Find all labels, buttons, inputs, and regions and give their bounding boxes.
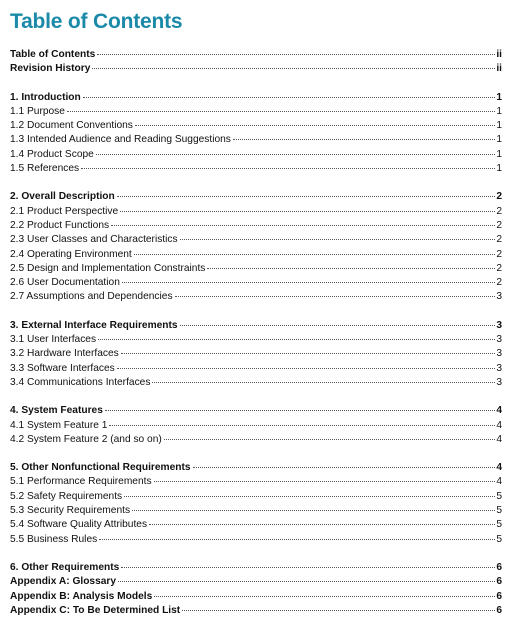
dot-leader xyxy=(96,154,495,155)
toc-entry-page-number: 4 xyxy=(496,405,502,417)
dot-leader xyxy=(180,325,495,326)
toc-entry-label: Appendix A: Glossary xyxy=(10,576,117,588)
toc-entry-label: 2.3 User Classes and Characteristics xyxy=(10,234,178,246)
toc-entry-label: Table of Contents xyxy=(10,49,96,60)
toc-entry-label: 3.1 User Interfaces xyxy=(10,334,97,346)
toc-entry[interactable] xyxy=(10,376,502,390)
toc-entry-page-number: 1 xyxy=(496,120,502,132)
toc-entry-label: 1.4 Product Scope xyxy=(10,148,94,160)
dot-leader xyxy=(109,425,495,426)
toc-entry[interactable] xyxy=(10,148,502,162)
toc-entry-page-number: ii xyxy=(496,63,502,75)
dot-leader xyxy=(233,139,495,140)
toc-entry-label: 3.4 Communications Interfaces xyxy=(10,376,151,388)
toc-entry-label: 3. External Interface Requirements xyxy=(10,319,178,331)
toc-entry[interactable] xyxy=(10,190,502,204)
dot-leader xyxy=(193,467,495,468)
toc-entry-label: 5.1 Performance Requirements xyxy=(10,476,152,488)
toc-entry-label: 5. Other Nonfunctional Requirements xyxy=(10,462,191,474)
toc-entry-page-number: 4 xyxy=(496,462,502,474)
toc-entry-page-number: 6 xyxy=(496,604,502,616)
toc-entry-label: 1.2 Document Conventions xyxy=(10,120,133,132)
toc-entry-label: 4.2 System Feature 2 (and so on) xyxy=(10,433,162,445)
toc-entry[interactable] xyxy=(10,475,502,489)
dot-leader xyxy=(67,111,495,112)
toc-entry-label: Revision History xyxy=(10,63,91,75)
toc-entry[interactable] xyxy=(10,262,502,276)
toc-entry-page-number: 6 xyxy=(496,576,502,588)
toc-entry-page-number: 6 xyxy=(496,561,502,573)
toc-entry[interactable] xyxy=(10,590,502,604)
toc-entry-page-number: 1 xyxy=(496,105,502,117)
dot-leader xyxy=(105,410,495,411)
toc-section-group xyxy=(10,461,502,547)
toc-entry-label: Appendix C: To Be Determined List xyxy=(10,604,181,616)
dot-leader xyxy=(135,125,495,126)
dot-leader xyxy=(149,524,495,525)
dot-leader xyxy=(99,539,495,540)
toc-section-group xyxy=(10,48,502,77)
toc-entry-page-number: 2 xyxy=(496,262,502,274)
toc-entry-label: 6. Other Requirements xyxy=(10,561,120,573)
toc-entry-page-number: 2 xyxy=(496,277,502,289)
dot-leader xyxy=(98,339,495,340)
toc-entry[interactable] xyxy=(10,518,502,532)
toc-entry-page-number: 5 xyxy=(496,533,502,545)
dot-leader xyxy=(152,382,495,383)
toc-entry[interactable] xyxy=(10,604,502,618)
toc-entry-page-number: 1 xyxy=(496,91,502,103)
dot-leader xyxy=(111,225,495,226)
dot-leader xyxy=(118,581,495,582)
table-of-contents xyxy=(10,48,502,632)
toc-entry[interactable] xyxy=(10,119,502,133)
toc-entry[interactable] xyxy=(10,205,502,219)
dot-leader xyxy=(207,268,495,269)
toc-entry[interactable] xyxy=(10,533,502,547)
dot-leader xyxy=(154,481,495,482)
toc-entry[interactable] xyxy=(10,91,502,105)
dot-leader xyxy=(121,353,495,354)
toc-entry-page-number: 3 xyxy=(496,334,502,346)
toc-entry-label: 2.2 Product Functions xyxy=(10,219,110,231)
toc-entry-page-number: 3 xyxy=(496,319,502,331)
dot-leader xyxy=(92,68,495,69)
toc-entry-page-number: 2 xyxy=(496,248,502,260)
toc-entry-page-number: 5 xyxy=(496,505,502,517)
toc-entry-page-number: 4 xyxy=(496,419,502,431)
dot-leader xyxy=(182,610,495,611)
toc-entry[interactable] xyxy=(10,162,502,176)
toc-entry[interactable] xyxy=(10,404,502,418)
toc-entry-label: 5.5 Business Rules xyxy=(10,533,98,545)
toc-entry-page-number: 3 xyxy=(496,376,502,388)
toc-entry[interactable] xyxy=(10,319,502,333)
toc-entry-page-number: 3 xyxy=(496,291,502,303)
toc-entry-label: 1.1 Purpose xyxy=(10,105,65,117)
toc-entry[interactable] xyxy=(10,433,502,447)
toc-entry[interactable] xyxy=(10,362,502,376)
toc-entry-page-number: 2 xyxy=(496,234,502,246)
toc-entry-label: 5.4 Software Quality Attributes xyxy=(10,519,148,531)
toc-entry-page-number: 2 xyxy=(496,205,502,217)
toc-entry-label: 2. Overall Description xyxy=(10,191,115,203)
dot-leader xyxy=(97,54,495,55)
toc-entry-label: Appendix B: Analysis Models xyxy=(10,590,153,602)
toc-entry[interactable] xyxy=(10,276,502,290)
toc-entry-label: 2.5 Design and Implementation Constraints xyxy=(10,262,206,274)
dot-leader xyxy=(122,282,495,283)
page-title: Table of Contents xyxy=(10,10,183,33)
toc-entry[interactable] xyxy=(10,419,502,433)
dot-leader xyxy=(81,168,495,169)
toc-entry-label: 1.3 Intended Audience and Reading Suggestions xyxy=(10,134,231,146)
toc-entry[interactable] xyxy=(10,133,502,147)
dot-leader xyxy=(154,596,495,597)
toc-entry-label: 3.2 Hardware Interfaces xyxy=(10,348,119,360)
toc-entry-label: 3.3 Software Interfaces xyxy=(10,362,115,374)
toc-entry[interactable] xyxy=(10,219,502,233)
toc-section-group xyxy=(10,404,502,447)
dot-leader xyxy=(134,254,495,255)
dot-leader xyxy=(124,496,495,497)
toc-entry[interactable] xyxy=(10,290,502,304)
dot-leader xyxy=(121,567,495,568)
toc-entry[interactable] xyxy=(10,504,502,518)
toc-section-group xyxy=(10,561,502,618)
toc-entry-page-number: 4 xyxy=(496,433,502,445)
toc-entry-page-number: 1 xyxy=(496,134,502,146)
toc-entry[interactable] xyxy=(10,333,502,347)
toc-entry[interactable] xyxy=(10,248,502,262)
toc-entry-page-number: 1 xyxy=(496,163,502,175)
toc-entry-label: 1. Introduction xyxy=(10,91,81,103)
toc-entry-label: 2.4 Operating Environment xyxy=(10,248,132,260)
toc-entry-label: 5.3 Security Requirements xyxy=(10,505,131,517)
toc-entry[interactable] xyxy=(10,347,502,361)
toc-entry[interactable] xyxy=(10,105,502,119)
dot-leader xyxy=(117,368,495,369)
toc-entry-label: 2.7 Assumptions and Dependencies xyxy=(10,291,173,303)
toc-entry-page-number: 6 xyxy=(496,590,502,602)
toc-entry-page-number: 2 xyxy=(496,219,502,231)
toc-entry[interactable] xyxy=(10,490,502,504)
toc-entry-page-number: 1 xyxy=(496,148,502,160)
dot-leader xyxy=(117,196,495,197)
toc-entry-page-number: 3 xyxy=(496,348,502,360)
toc-entry-label: 5.2 Safety Requirements xyxy=(10,490,123,502)
toc-entry[interactable] xyxy=(10,233,502,247)
dot-leader xyxy=(180,239,495,240)
dot-leader xyxy=(83,97,495,98)
toc-entry-page-number: 5 xyxy=(496,519,502,531)
toc-entry-page-number: 4 xyxy=(496,476,502,488)
toc-entry-page-number: 5 xyxy=(496,490,502,502)
dot-leader xyxy=(132,510,495,511)
toc-entry[interactable] xyxy=(10,561,502,575)
dot-leader xyxy=(164,439,495,440)
toc-entry[interactable] xyxy=(10,461,502,475)
toc-entry[interactable] xyxy=(10,62,502,76)
toc-entry-label: 4. System Features xyxy=(10,405,103,417)
toc-entry-label: 2.1 Product Perspective xyxy=(10,205,119,217)
toc-section-group xyxy=(10,190,502,304)
toc-section-group xyxy=(10,91,502,177)
toc-entry-label: 4.1 System Feature 1 xyxy=(10,419,108,431)
dot-leader xyxy=(175,296,495,297)
dot-leader xyxy=(120,211,495,212)
toc-entry-page-number: 2 xyxy=(496,191,502,203)
toc-entry[interactable] xyxy=(10,48,502,62)
toc-entry-label: 1.5 References xyxy=(10,163,80,175)
toc-section-group xyxy=(10,319,502,390)
toc-entry-page-number: 3 xyxy=(496,362,502,374)
toc-entry-page-number: ii xyxy=(496,49,502,60)
toc-entry[interactable] xyxy=(10,575,502,589)
toc-entry-label: 2.6 User Documentation xyxy=(10,277,120,289)
